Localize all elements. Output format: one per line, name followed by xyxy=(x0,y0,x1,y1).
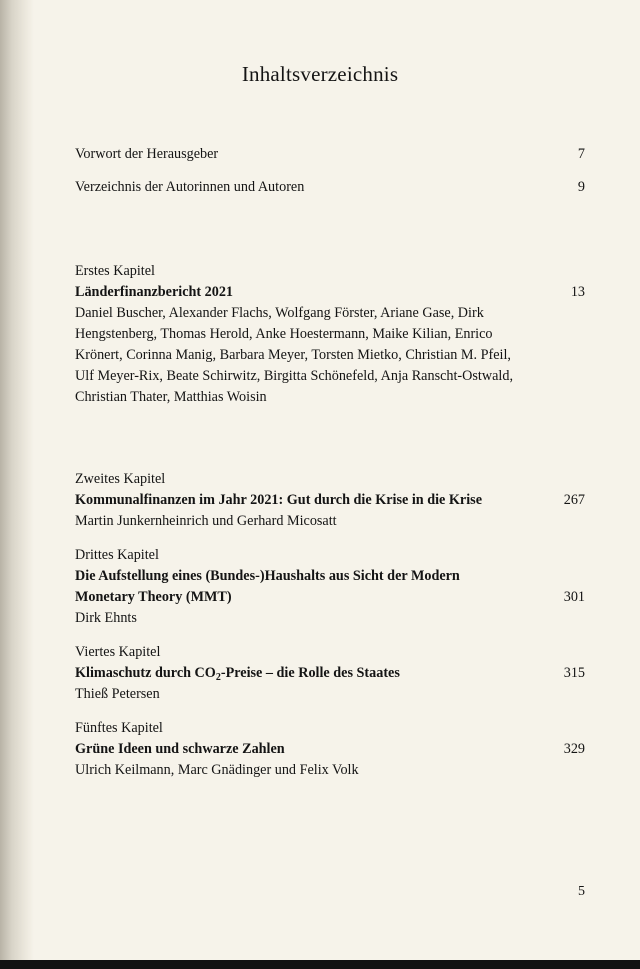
chapter-title-part: -Preise – die Rolle des Staates xyxy=(220,665,400,681)
chapter-page: 329 xyxy=(563,741,585,757)
chapter-label: Erstes Kapitel xyxy=(75,263,155,279)
chapter-authors: Krönert, Corinna Manig, Barbara Meyer, Torsten Mietko, Christian M. Pfeil, xyxy=(75,347,511,363)
chapter-authors: Thieß Petersen xyxy=(75,686,160,702)
chapter-label: Drittes Kapitel xyxy=(75,547,159,563)
chapter-title: Die Aufstellung eines (Bundes-)Haushalts aus Sicht der Modern xyxy=(75,568,460,584)
toc-title: Inhaltsverzeichnis xyxy=(241,62,399,86)
chapter-page: 13 xyxy=(570,284,585,300)
chapter-title: Grüne Ideen und schwarze Zahlen xyxy=(75,741,285,757)
chapter-page: 315 xyxy=(563,665,585,681)
chapter-title-part: Klimaschutz durch CO xyxy=(75,665,216,681)
chapter-label: Viertes Kapitel xyxy=(75,644,161,660)
chapter-title: Kommunalfinanzen im Jahr 2021: Gut durch die Krise in die Krise xyxy=(75,492,482,508)
page-number: 5 xyxy=(578,884,585,899)
toc-entry-title: Verzeichnis der Autorinnen und Autoren xyxy=(75,179,305,195)
chapter-authors: Christian Thater, Matthias Woisin xyxy=(75,389,267,405)
scan-bottom-edge xyxy=(0,960,640,969)
chapter-label: Fünftes Kapitel xyxy=(75,720,163,736)
chapter-authors: Hengstenberg, Thomas Herold, Anke Hoestermann, Maike Kilian, Enrico xyxy=(75,326,493,342)
chapter-page: 267 xyxy=(563,492,585,508)
chapter-page: 301 xyxy=(563,589,585,605)
toc-entry-page: 9 xyxy=(577,179,585,195)
chapter-authors: Ulf Meyer-Rix, Beate Schirwitz, Birgitta Schönefeld, Anja Ranscht-Ostwald, xyxy=(75,368,513,384)
chapter-title: Länderfinanzbericht 2021 xyxy=(75,284,234,300)
chapter-title-subscript: 2 xyxy=(215,672,221,683)
chapter-authors: Ulrich Keilmann, Marc Gnädinger und Felix Volk xyxy=(75,762,359,778)
chapter-authors: Daniel Buscher, Alexander Flachs, Wolfgang Förster, Ariane Gase, Dirk xyxy=(75,305,484,321)
chapter-authors: Dirk Ehnts xyxy=(75,610,137,626)
toc-entry-page: 7 xyxy=(577,146,585,162)
chapter-title xyxy=(75,665,400,683)
chapter-label: Zweites Kapitel xyxy=(75,471,166,487)
chapter-title: Monetary Theory (MMT) xyxy=(75,589,232,605)
chapter-authors: Martin Junkernheinrich und Gerhard Micosatt xyxy=(75,513,337,529)
book-spine-shadow xyxy=(0,0,34,960)
toc-entry-title: Vorwort der Herausgeber xyxy=(75,146,219,162)
